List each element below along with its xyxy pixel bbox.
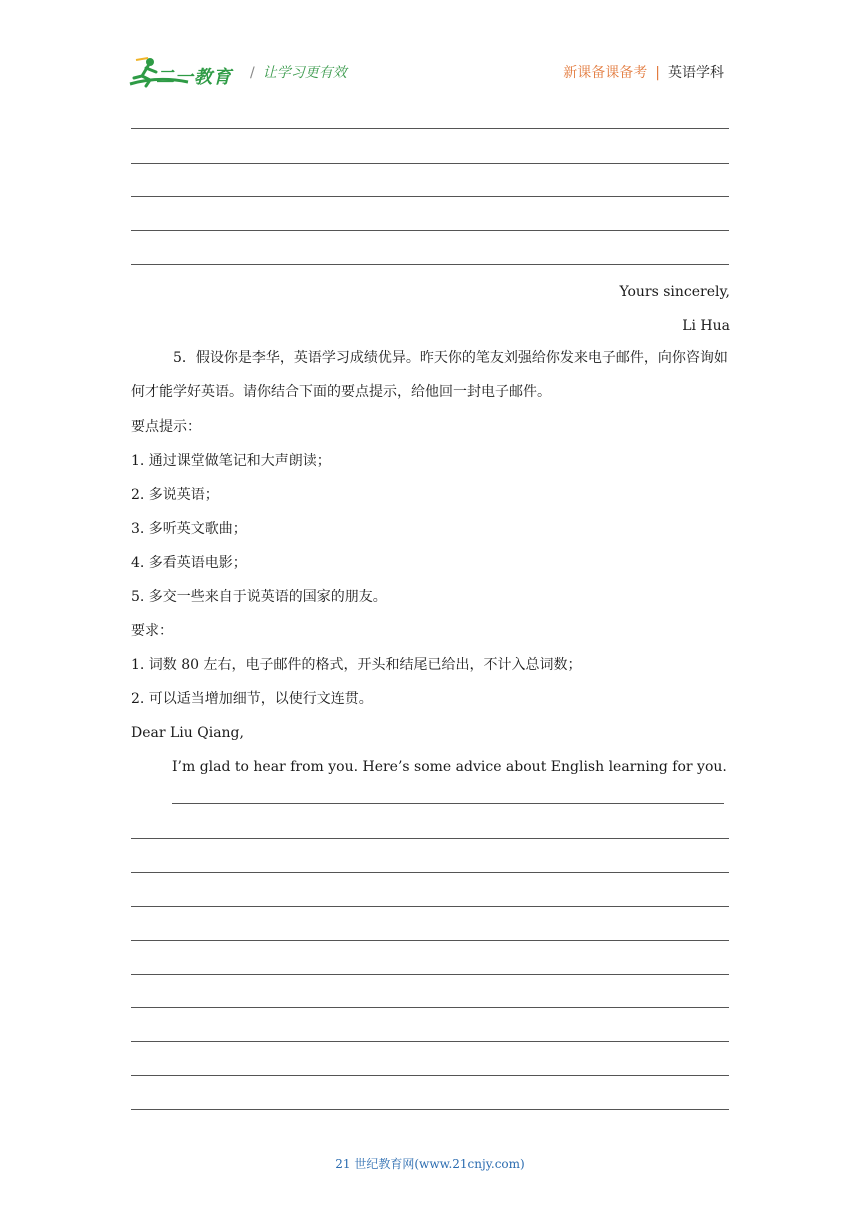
answer-line (131, 872, 729, 873)
question-prompt: 5．假设你是李华，英语学习成绩优异。昨天你的笔友刘强给你发来电子邮件，向你咨询如何才能学好英语。请你结合下面的要点提示，给他回一封电子邮件。 (131, 350, 728, 400)
slogan-separator: / (250, 65, 255, 81)
point-item: 1. 通过课堂做笔记和大声朗读； (131, 453, 331, 469)
answer-line (131, 264, 729, 265)
answer-line (131, 230, 729, 231)
point-item: 4. 多看英语电影； (131, 555, 247, 571)
point-item: 2. 多说英语； (131, 487, 219, 503)
answer-line (131, 1041, 729, 1042)
header-separator: | (655, 65, 660, 81)
point-item: 5. 多交一些来自于说英语的国家的朋友。 (131, 589, 387, 605)
letter-greeting: Dear Liu Qiang, (131, 725, 244, 741)
answer-line (131, 1007, 729, 1008)
header-tag: 新课备课备考 (563, 65, 648, 81)
header-subject (563, 62, 724, 82)
requirements-heading: 要求： (131, 623, 173, 639)
answer-line (131, 838, 729, 839)
requirement-item: 2. 可以适当增加细节，以使行文连贯。 (131, 691, 373, 707)
letter-signature: Li Hua (682, 318, 730, 334)
answer-line (131, 906, 729, 907)
logo-text: 二一教育 (156, 67, 232, 88)
slogan (250, 62, 347, 82)
answer-line (131, 1109, 729, 1110)
point-item: 3. 多听英文歌曲； (131, 521, 247, 537)
answer-line (131, 163, 729, 164)
answer-line (131, 974, 729, 975)
page-footer: 21 世纪教育网(www.21cnjy.com) (335, 1157, 525, 1171)
letter-closing: Yours sincerely, (619, 284, 730, 300)
answer-line (131, 128, 729, 129)
answer-line (131, 1075, 729, 1076)
answer-line (131, 196, 729, 197)
slogan-text: 让学习更有效 (262, 65, 347, 81)
points-heading: 要点提示： (131, 419, 201, 435)
header-subject-name: 英语学科 (668, 65, 724, 81)
answer-line (172, 803, 724, 804)
requirement-item: 1. 词数 80 左右，电子邮件的格式，开头和结尾已给出，不计入总词数； (131, 657, 582, 673)
answer-line (131, 940, 729, 941)
page-header (0, 0, 860, 100)
letter-opening: I’m glad to hear from you. Here’s some advice about English learning for you. (172, 759, 727, 775)
